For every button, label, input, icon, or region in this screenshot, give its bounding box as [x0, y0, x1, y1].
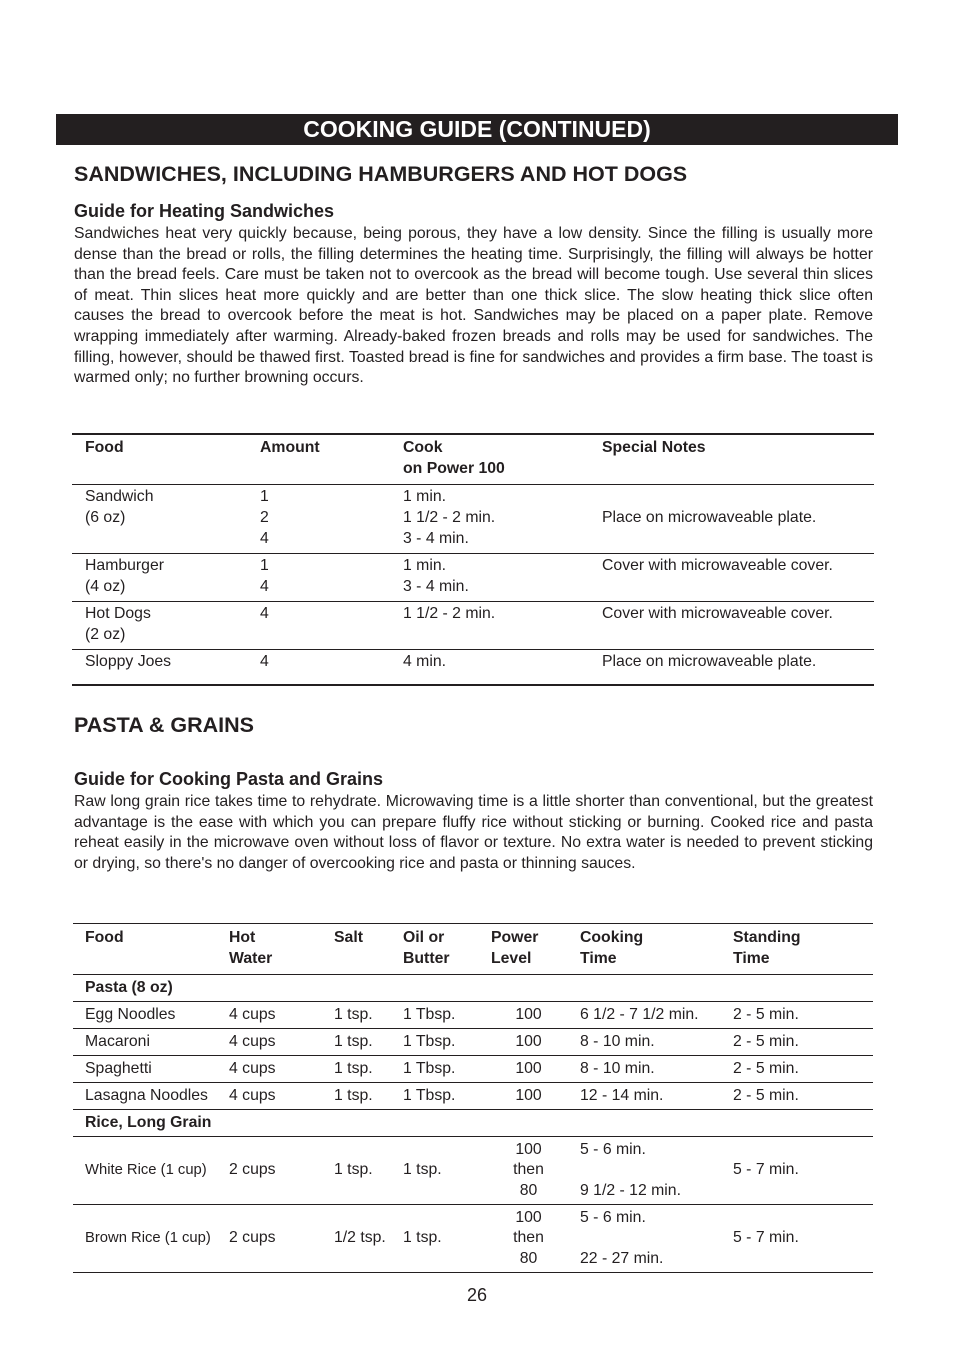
amount-value: 4: [260, 653, 269, 670]
water-cell: 4 cups: [229, 1029, 334, 1056]
amount-cell: [260, 650, 403, 686]
table-row: [73, 1137, 873, 1205]
time-spacer: [580, 1160, 733, 1181]
header-salt-line1: Salt: [334, 929, 363, 946]
oil-cell: 1 Tbsp.: [403, 1083, 491, 1110]
oil-cell: 1 tsp.: [403, 1137, 491, 1205]
power-value: 80: [519, 1181, 538, 1199]
notes-cell: Place on microwaveable plate.: [602, 485, 874, 554]
pasta-paragraph: Raw long grain rice takes time to rehydrate. Microwaving time is a little shorter than conventional, but the greatest advantage is the ease with which you can prepare fluffy rice without sticking or burning. Cooked rice and pasta reheat easily in the microwave oven without loss of flavor or texture. No extra water is needed to prevent sticking or drying, so there's no danger of overcooking rice and pasta or thinning sauces.: [74, 793, 873, 872]
food-cell: [72, 485, 260, 554]
pasta-table: [73, 923, 873, 1273]
food-cell: Spaghetti: [73, 1056, 229, 1083]
header-food: [73, 924, 229, 975]
pasta-subtitle: Guide for Cooking Pasta and Grains: [74, 769, 384, 789]
salt-cell: 1 tsp.: [334, 1002, 403, 1029]
header-amount: Amount: [260, 439, 320, 456]
amount-value: 4: [260, 605, 269, 622]
cook-cell: [403, 602, 602, 650]
cook-time: 1 min.: [403, 557, 447, 574]
sandwiches-subtitle: Guide for Heating Sandwiches: [74, 201, 335, 221]
cook-time: 1 1/2 - 2 min.: [403, 509, 496, 526]
cook-cell: [403, 485, 602, 554]
oil-cell: 1 tsp.: [403, 1205, 491, 1273]
header-oil-line2: Butter: [403, 949, 450, 967]
food-name: Hot Dogs: [85, 605, 151, 622]
power-cell: 100: [491, 1002, 580, 1029]
food-weight: (6 oz): [85, 509, 126, 526]
amount-value: 4: [260, 578, 269, 595]
time-cell: [580, 1137, 733, 1205]
oil-cell: 1 Tbsp.: [403, 1056, 491, 1083]
food-cell: [72, 554, 260, 602]
header-time-line1: Cooking: [580, 929, 644, 946]
time-cell: 6 1/2 - 7 1/2 min.: [580, 1002, 733, 1029]
cook-cell: [403, 650, 602, 686]
food-cell: [72, 650, 260, 686]
standing-cell: 2 - 5 min.: [733, 1056, 873, 1083]
standing-cell: 2 - 5 min.: [733, 1083, 873, 1110]
food-name: Sandwich: [85, 488, 154, 505]
food-cell: Macaroni: [73, 1029, 229, 1056]
power-cell: [491, 1137, 580, 1205]
standing-cell: 2 - 5 min.: [733, 1002, 873, 1029]
cook-time: 1 1/2 - 2 min.: [403, 605, 496, 622]
notes-cell: Cover with microwaveable cover.: [602, 554, 874, 602]
header-standing-line2: Time: [733, 949, 770, 967]
salt-cell: 1 tsp.: [334, 1056, 403, 1083]
power-value: 100: [515, 1140, 542, 1158]
table-row: [73, 1056, 873, 1083]
header-water-line2: Water: [229, 949, 273, 967]
water-cell: 2 cups: [229, 1137, 334, 1205]
table-row: [72, 554, 874, 602]
header-food: Food: [85, 439, 124, 456]
header-water: [229, 924, 334, 975]
power-cell: 100: [491, 1083, 580, 1110]
power-cell: [491, 1205, 580, 1273]
amount-value: 1: [260, 488, 269, 505]
header-oil: [403, 924, 491, 975]
time-value: 5 - 6 min.: [580, 1208, 646, 1226]
salt-cell: 1 tsp.: [334, 1083, 403, 1110]
header-water-line1: Hot: [229, 929, 256, 946]
notes-cell: Place on microwaveable plate.: [602, 650, 874, 686]
power-cell: 100: [491, 1029, 580, 1056]
time-value: 5 - 6 min.: [580, 1140, 646, 1158]
amount-value: 2: [260, 509, 269, 526]
amount-value: 1: [260, 557, 269, 574]
power-then: then: [513, 1229, 544, 1247]
header-salt: [334, 924, 403, 975]
water-cell: 4 cups: [229, 1002, 334, 1029]
category-row-rice: [73, 1110, 873, 1137]
header-power-line2: Level: [491, 949, 532, 967]
time-cell: 12 - 14 min.: [580, 1083, 733, 1110]
oil-cell: 1 Tbsp.: [403, 1002, 491, 1029]
time-cell: [580, 1205, 733, 1273]
time-cell: 8 - 10 min.: [580, 1056, 733, 1083]
cook-time: 4 min.: [403, 653, 447, 670]
time-value: 9 1/2 - 12 min.: [580, 1181, 681, 1199]
header-power-line1: Power: [491, 929, 539, 946]
pasta-table-header: [73, 924, 873, 975]
standing-cell: 5 - 7 min.: [733, 1137, 873, 1205]
amount-cell: [260, 554, 403, 602]
food-cell: Egg Noodles: [73, 1002, 229, 1029]
cook-time: 3 - 4 min.: [403, 578, 469, 595]
table-row: [73, 1002, 873, 1029]
food-weight: (2 oz): [85, 626, 126, 643]
time-value: 22 - 27 min.: [580, 1249, 664, 1267]
cook-cell: [403, 554, 602, 602]
table-row: [72, 602, 874, 650]
table-row: [73, 1029, 873, 1056]
pasta-title: PASTA & GRAINS: [74, 713, 254, 737]
power-then: then: [513, 1161, 544, 1179]
header-notes: Special Notes: [602, 439, 706, 456]
salt-cell: 1 tsp.: [334, 1137, 403, 1205]
header-standing-line1: Standing: [733, 929, 801, 946]
header-standing: [733, 924, 873, 975]
food-name: Hamburger: [85, 557, 165, 574]
notes-cell: Cover with microwaveable cover.: [602, 602, 874, 650]
category-row-pasta: [73, 975, 873, 1002]
food-cell: [72, 602, 260, 650]
cook-time: 1 min.: [403, 488, 447, 505]
salt-cell: 1 tsp.: [334, 1029, 403, 1056]
time-spacer: [580, 1228, 733, 1249]
header-time-line2: Time: [580, 949, 617, 967]
food-cell: Lasagna Noodles: [73, 1083, 229, 1110]
food-cell: White Rice (1 cup): [73, 1137, 229, 1205]
cook-time: 3 - 4 min.: [403, 530, 469, 547]
amount-cell: [260, 602, 403, 650]
header-time: [580, 924, 733, 975]
sandwiches-paragraph: Sandwiches heat very quickly because, being porous, they have a low density. Since the filling is usually more dense than the bread or rolls, the filling determines the heating time. Surprisingly, the filling will always be hotter than the bread feels. Care must be taken not to overcook as the bread will become tough. Use several thin slices of meat. Thin slices heat more quickly and are better than one thick slice. The slow heating thick slice often causes the bread to overcook before the meat is hot. Sandwiches may be placed on a paper plate. Remove wrapping immediately after warming. Already-baked frozen breads and rolls may be used for sandwiches. The filling, however, should be thawed first. Toasted bread is fine for sandwiches and provides a firm base. The toast is warmed only; no further browning occurs.: [74, 225, 873, 387]
table-row: [72, 650, 874, 686]
water-cell: 2 cups: [229, 1205, 334, 1273]
header-cook-line2: on Power 100: [403, 460, 505, 477]
header-food-line1: Food: [85, 929, 124, 946]
page-banner: COOKING GUIDE (CONTINUED): [56, 114, 898, 145]
power-cell: 100: [491, 1056, 580, 1083]
amount-cell: [260, 485, 403, 554]
oil-cell: 1 Tbsp.: [403, 1029, 491, 1056]
category-label: Pasta (8 oz): [73, 975, 873, 1002]
sandwiches-title: SANDWICHES, INCLUDING HAMBURGERS AND HOT DOGS: [74, 162, 688, 186]
table-row: [73, 1205, 873, 1273]
amount-value: 4: [260, 530, 269, 547]
header-cook: [403, 434, 602, 485]
header-cook-line1: Cook: [403, 439, 443, 456]
water-cell: 4 cups: [229, 1083, 334, 1110]
sandwich-table: [72, 433, 874, 686]
power-value: 100: [515, 1208, 542, 1226]
page-number: 26: [466, 1285, 488, 1305]
header-power: [491, 924, 580, 975]
standing-cell: 2 - 5 min.: [733, 1029, 873, 1056]
salt-cell: 1/2 tsp.: [334, 1205, 403, 1273]
sandwich-table-header: [72, 434, 874, 485]
category-label: Rice, Long Grain: [73, 1110, 873, 1137]
header-oil-line1: Oil or: [403, 929, 445, 946]
time-cell: 8 - 10 min.: [580, 1029, 733, 1056]
food-name: Sloppy Joes: [85, 653, 172, 670]
food-cell: Brown Rice (1 cup): [73, 1205, 229, 1273]
power-value: 80: [519, 1249, 538, 1267]
table-row: [72, 485, 874, 554]
table-row: [73, 1083, 873, 1110]
food-weight: (4 oz): [85, 578, 126, 595]
standing-cell: 5 - 7 min.: [733, 1205, 873, 1273]
water-cell: 4 cups: [229, 1056, 334, 1083]
